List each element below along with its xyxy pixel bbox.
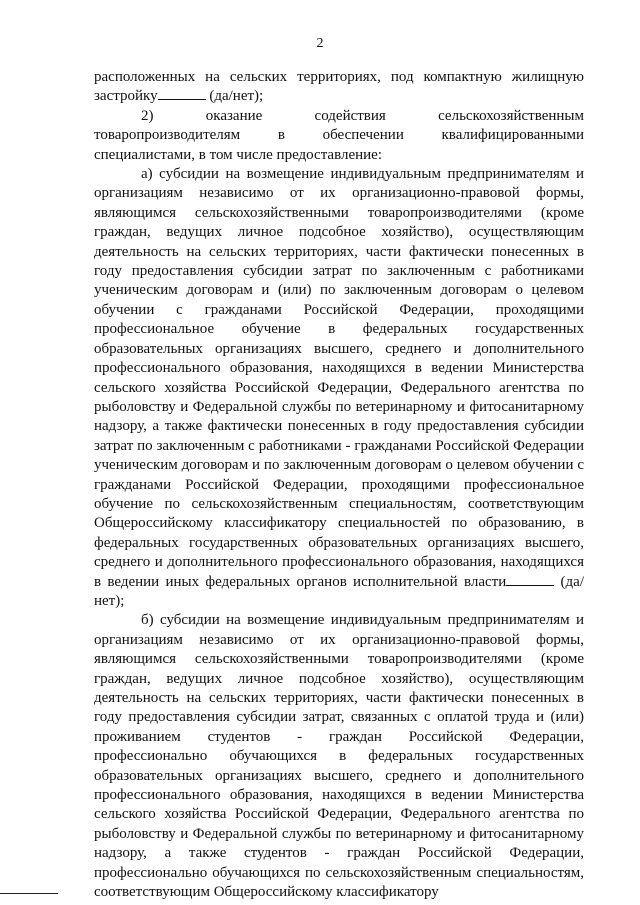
answer-blank: [506, 573, 554, 586]
answer-options: (да/нет);: [205, 88, 264, 105]
answer-options: (да/нет);: [94, 573, 584, 609]
paragraph-item-2: 2) оказание содействия сельскохозяйственным товаропроизводителям в обеспечении квалифицированными специалистами, в том числе предоставление:: [94, 107, 584, 163]
footer-rule: [0, 893, 58, 894]
document-body: [94, 68, 584, 902]
answer-blank: [158, 87, 206, 100]
paragraph-text: а) субсидии на возмещение индивидуальным предпринимателям и организациям независимо от их организационно-правовой формы, являющимся сельскохозяйственными товаропроизводителями (кроме граждан, ведущих личное подсобное хозяйство), осуществляющим деятельность на сельских территориях, части фактически понесенных в году предоставления субсидии затрат по заключенным с работниками ученическим договорам и (или) по заключенным договорам о целевом обучении с гражданами Российской Федерации, проходящими профессиональное обучение в федеральных государственных образовательных организациях высшего, среднего и дополнительного профессионального образования, находящихся в ведении Министерства сельского хозяйства Российской Федерации, Федерального агентства по рыболовству и Федеральной службы по ветеринарному и фитосанитарному надзору, а также фактически понесенных в году предоставления субсидии затрат по заключенным с работниками - гражданами Российской Федерации ученическим договорам и по заключенным договорам о целевом обучении с гражданами Российской Федерации, проходящими профессиональное обучение по сельскохозяйственным специальностям, соответствующим Общероссийскому классификатору специальностей по образованию, в федеральных государственных образовательных организациях высшего, среднего и дополнительного профессионального образования, находящихся в ведении иных федеральных органов исполнительной власти: [94, 166, 584, 590]
paragraph-text: расположенных на сельских территориях, под компактную жилищную застройку: [94, 69, 584, 105]
paragraph-subitem-a: [94, 165, 584, 611]
page-number: 2: [316, 36, 324, 51]
paragraph-continuation: [94, 68, 584, 107]
paragraph-subitem-b: б) субсидии на возмещение индивидуальным предпринимателям и организациям независимо от их организационно-правовой формы, являющимся сельскохозяйственными товаропроизводителями (кроме граждан, ведущих личное подсобное хозяйство), осуществляющим деятельность на сельских территориях, части фактически понесенных в году предоставления субсидии затрат, связанных с оплатой труда и (или) проживанием студентов - граждан Российской Федерации, профессионально обучающихся в федеральных государственных образовательных организациях высшего, среднего и дополнительного профессионального образования, находящихся в ведении Министерства сельского хозяйства Российской Федерации, Федерального агентства по рыболовству и Федеральной службы по ветеринарному и фитосанитарному надзору, а также студентов - граждан Российской Федерации, профессионально обучающихся по сельскохозяйственным специальностям, соответствующим Общероссийскому классификатору: [94, 612, 584, 901]
